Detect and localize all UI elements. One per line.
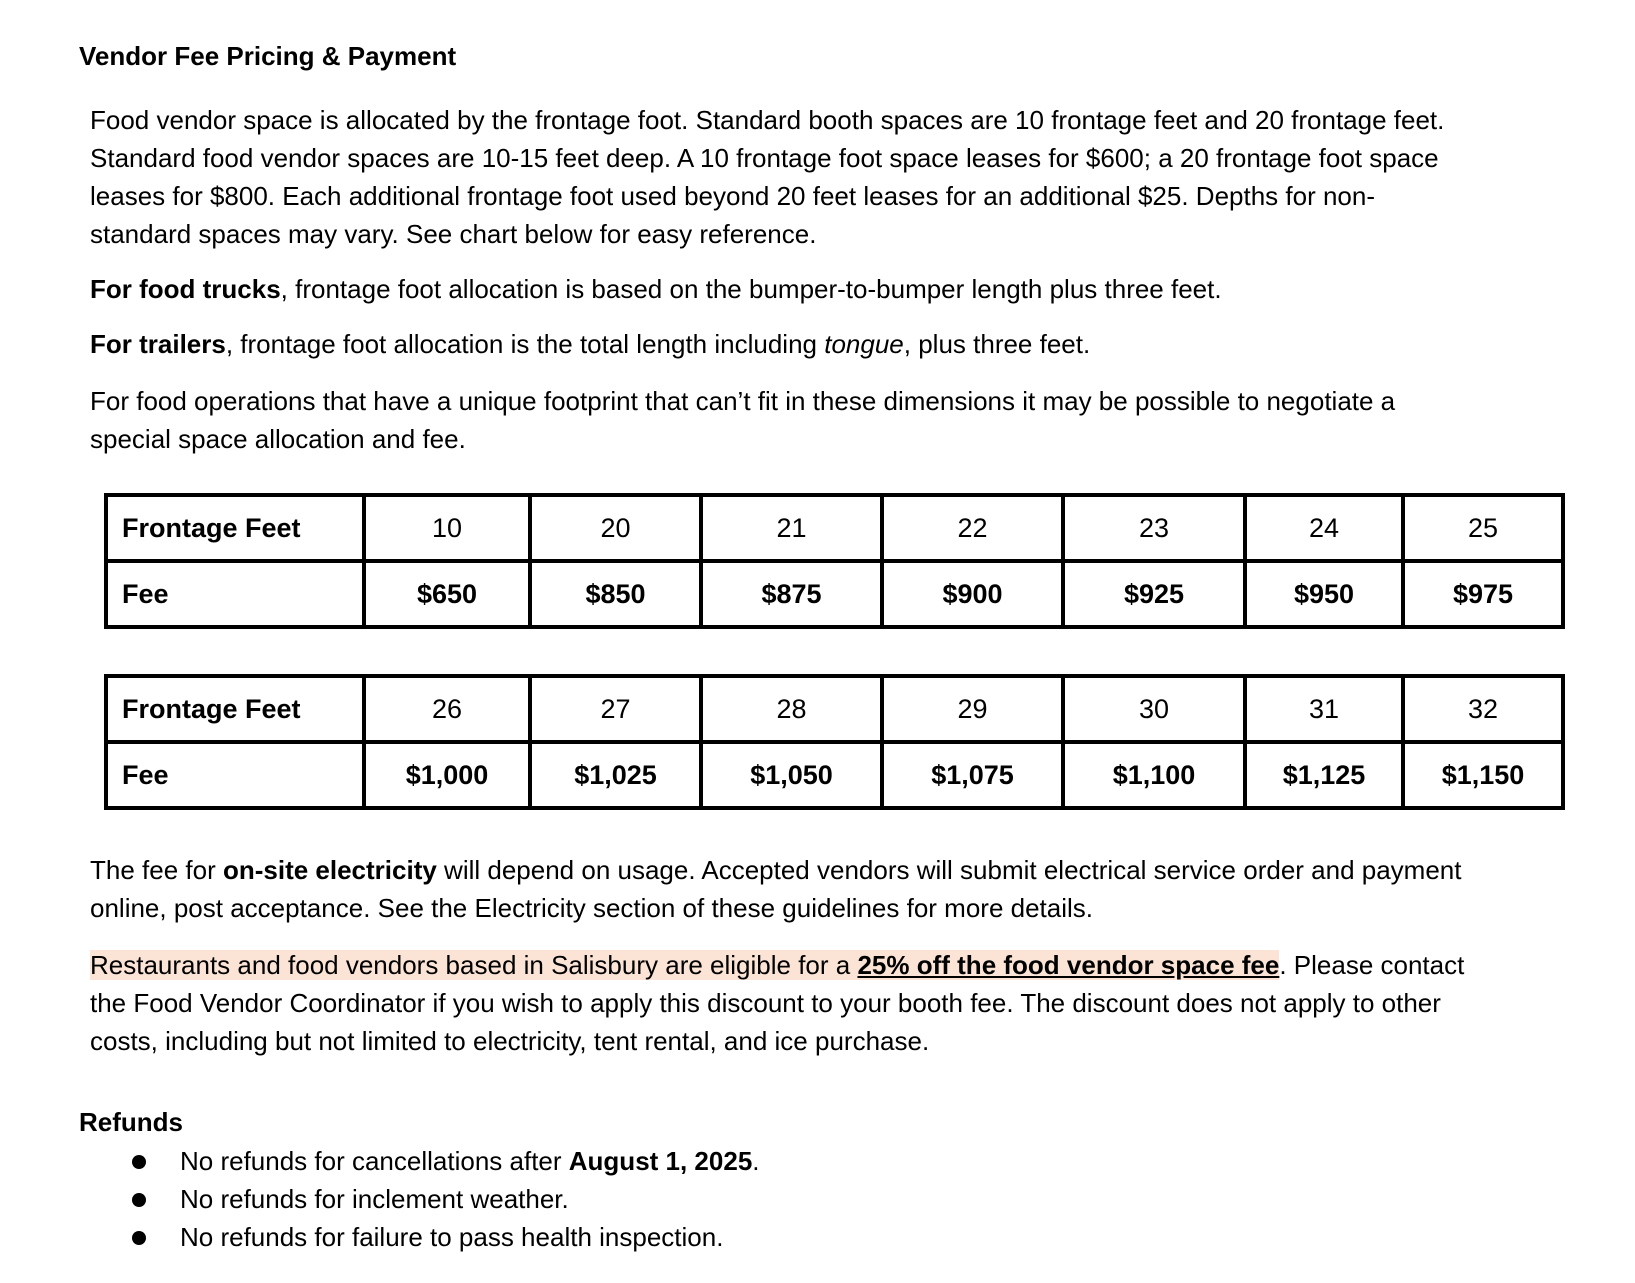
feet-cell: 24: [1245, 495, 1403, 561]
intro-line: standard spaces may vary. See chart below for easy reference.: [90, 219, 817, 249]
intro-line: Food vendor space is allocated by the frontage foot. Standard booth spaces are 10 frontage feet and 20 frontage feet.: [90, 105, 1445, 135]
fee-cell: $975: [1403, 561, 1563, 627]
fee-row: [106, 742, 1563, 808]
fee-table-1: [104, 493, 1565, 629]
fee-table-2: [104, 674, 1565, 810]
list-item: No refunds for inclement weather.: [90, 1180, 760, 1218]
feet-cell: 32: [1403, 676, 1563, 742]
fee-cell: $1,050: [701, 742, 882, 808]
unique-line: For food operations that have a unique footprint that can’t fit in these dimensions it may be possible to negotiate a: [90, 386, 1396, 416]
fee-cell: $925: [1063, 561, 1245, 627]
discount-highlight-text: Restaurants and food vendors based in Salisbury are eligible for a: [90, 950, 858, 980]
feet-cell: 30: [1063, 676, 1245, 742]
trailers-text-end: , plus three feet.: [903, 329, 1091, 359]
feet-cell: 23: [1063, 495, 1245, 561]
feet-cell: 31: [1245, 676, 1403, 742]
row-label-frontage-feet: Frontage Feet: [106, 676, 364, 742]
row-label-frontage-feet: Frontage Feet: [106, 495, 364, 561]
row-label-fee: Fee: [106, 742, 364, 808]
trailers-label: For trailers: [90, 329, 226, 359]
fee-row: [106, 561, 1563, 627]
feet-cell: 21: [701, 495, 882, 561]
refunds-title: Refunds: [79, 1107, 183, 1137]
bullet-icon: [132, 1231, 146, 1245]
discount-paragraph: [90, 946, 1605, 1060]
frontage-feet-row: [106, 495, 1563, 561]
feet-cell: 29: [882, 676, 1063, 742]
section-title: Vendor Fee Pricing & Payment: [79, 41, 457, 71]
bullet-icon: [132, 1155, 146, 1169]
fee-cell: $875: [701, 561, 882, 627]
fee-cell: $850: [530, 561, 701, 627]
feet-cell: 25: [1403, 495, 1563, 561]
fee-cell: $1,100: [1063, 742, 1245, 808]
fee-cell: $1,000: [364, 742, 530, 808]
food-trucks-text: , frontage foot allocation is based on the bumper-to-bumper length plus three feet.: [280, 274, 1222, 304]
fee-cell: $950: [1245, 561, 1403, 627]
trailers-italic: tongue: [824, 329, 904, 359]
electricity-line: online, post acceptance. See the Electricity section of these guidelines for more details.: [90, 893, 1094, 923]
intro-paragraph: [90, 101, 1605, 253]
list-item: No refunds for failure to pass health inspection.: [90, 1218, 760, 1256]
feet-cell: 28: [701, 676, 882, 742]
electricity-label: on-site electricity: [222, 855, 437, 885]
feet-cell: 26: [364, 676, 530, 742]
electricity-text-end: will depend on usage. Accepted vendors will submit electrical service order and payment: [436, 855, 1462, 885]
unique-footprint-paragraph: [90, 382, 1605, 458]
bullet-icon: [132, 1193, 146, 1207]
food-trucks-paragraph: [90, 270, 1605, 308]
fee-cell: $1,125: [1245, 742, 1403, 808]
fee-cell: $1,150: [1403, 742, 1563, 808]
intro-line: leases for $800. Each additional frontage foot used beyond 20 feet leases for an additional $25. Depths for non-: [90, 181, 1375, 211]
fee-cell: $1,025: [530, 742, 701, 808]
electricity-text: The fee for: [90, 855, 223, 885]
discount-line: the Food Vendor Coordinator if you wish to apply this discount to your booth fee. The discount does not apply to other: [90, 988, 1441, 1018]
feet-cell: 22: [882, 495, 1063, 561]
refunds-list: [90, 1142, 760, 1256]
unique-line: special space allocation and fee.: [90, 424, 466, 454]
fee-cell: $1,075: [882, 742, 1063, 808]
row-label-fee: Fee: [106, 561, 364, 627]
electricity-paragraph: [90, 851, 1605, 927]
trailers-text: , frontage foot allocation is the total length including: [225, 329, 825, 359]
feet-cell: 20: [530, 495, 701, 561]
trailers-paragraph: [90, 325, 1605, 363]
frontage-feet-row: [106, 676, 1563, 742]
food-trucks-label: For food trucks: [90, 274, 281, 304]
discount-line: costs, including but not limited to electricity, tent rental, and ice purchase.: [90, 1026, 930, 1056]
fee-cell: $900: [882, 561, 1063, 627]
feet-cell: 27: [530, 676, 701, 742]
fee-cell: $650: [364, 561, 530, 627]
discount-link[interactable]: 25% off the food vendor space fee: [857, 950, 1280, 980]
discount-text: . Please contact: [1279, 950, 1465, 980]
intro-line: Standard food vendor spaces are 10-15 feet deep. A 10 frontage foot space leases for $600; a 20 frontage foot space: [90, 143, 1439, 173]
feet-cell: 10: [364, 495, 530, 561]
list-item: No refunds for cancellations after August 1, 2025.: [90, 1142, 760, 1180]
